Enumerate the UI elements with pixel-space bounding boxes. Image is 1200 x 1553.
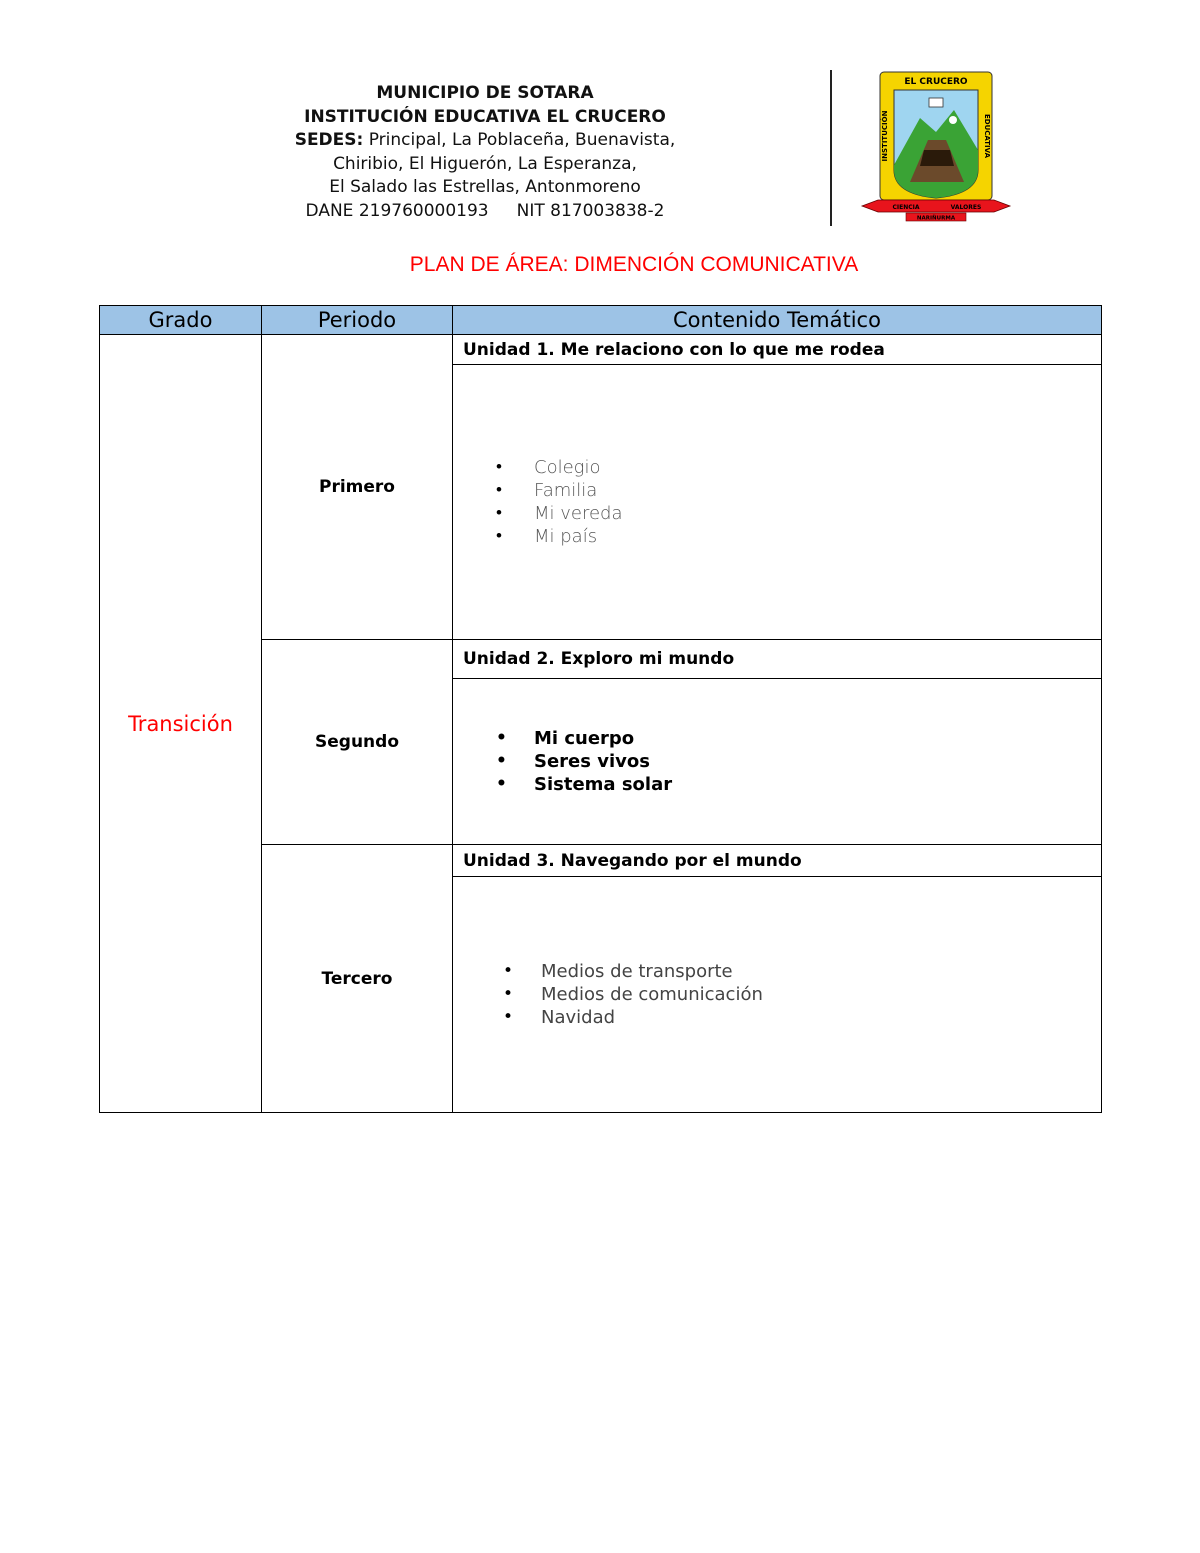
area-plan-table xyxy=(99,305,1102,1113)
list-item: • Sistema solar xyxy=(496,774,673,795)
header-divider xyxy=(830,70,832,226)
institution-name: INSTITUCIÓN EDUCATIVA EL CRUCERO xyxy=(304,106,666,127)
logo-top-banner: EL CRUCERO xyxy=(904,77,968,87)
unit-content-3 xyxy=(453,877,1102,1113)
list-item: • Familia xyxy=(496,480,598,501)
logo-ribbon-left: CIENCIA xyxy=(892,204,920,211)
sedes-line-3: El Salado las Estrellas, Antonmoreno xyxy=(329,177,641,197)
municipality-name: MUNICIPIO DE SOTARA xyxy=(376,83,594,103)
periodo-cell-1: Primero xyxy=(262,335,453,640)
list-item: • Medios de comunicación xyxy=(503,984,763,1005)
logo-ribbon-bottom: NARIÑURMA xyxy=(916,215,956,222)
header-periodo: Periodo xyxy=(262,306,453,335)
header-grado: Grado xyxy=(100,306,262,335)
sedes-line-2: Chiribio, El Higuerón, La Esperanza, xyxy=(333,153,637,174)
sedes-line-1 xyxy=(270,129,700,153)
unit-2-items xyxy=(453,727,1101,796)
list-item: • Mi vereda xyxy=(496,503,623,524)
unit-1-items xyxy=(453,456,1101,548)
sedes-list-1: Principal, La Poblaceña, Buenavista, xyxy=(368,130,676,150)
sedes-label: SEDES: xyxy=(294,130,364,150)
nit-code: NIT 817003838-2 xyxy=(516,200,665,221)
unit-title-2: Unidad 2. Exploro mi mundo xyxy=(453,640,1102,679)
grado-cell: Transición xyxy=(100,335,262,1113)
unit-title-3: Unidad 3. Navegando por el mundo xyxy=(453,845,1102,877)
list-item: • Colegio xyxy=(496,457,601,478)
unit-content-1 xyxy=(453,365,1102,640)
institution-header xyxy=(270,82,700,223)
unit-title-1: Unidad 1. Me relaciono con lo que me rodea xyxy=(453,335,1102,365)
page-title: PLAN DE ÁREA: DIMENCIÓN COMUNICATIVA xyxy=(409,253,859,276)
unit-3-items xyxy=(453,960,1101,1029)
table-header-row xyxy=(100,306,1102,335)
list-item: • Mi cuerpo xyxy=(496,728,635,749)
periodo-cell-3: Tercero xyxy=(262,845,453,1113)
unit-content-2 xyxy=(453,679,1102,845)
logo-ribbon-right: VALORES xyxy=(950,204,982,211)
dane-code: DANE 219760000193 xyxy=(305,200,489,221)
school-crest-logo xyxy=(858,70,1013,226)
table-row xyxy=(100,335,1102,365)
list-item: • Medios de transporte xyxy=(503,961,733,982)
list-item: • Mi país xyxy=(496,526,598,547)
logo-left-text: INSTITUCIÓN xyxy=(881,110,889,162)
dane-nit-line xyxy=(270,200,700,224)
periodo-cell-2: Segundo xyxy=(262,640,453,845)
list-item: • Navidad xyxy=(503,1007,616,1028)
logo-right-text: EDUCATIVA xyxy=(983,113,991,159)
list-item: • Seres vivos xyxy=(496,751,650,772)
header-contenido: Contenido Temático xyxy=(453,306,1102,335)
